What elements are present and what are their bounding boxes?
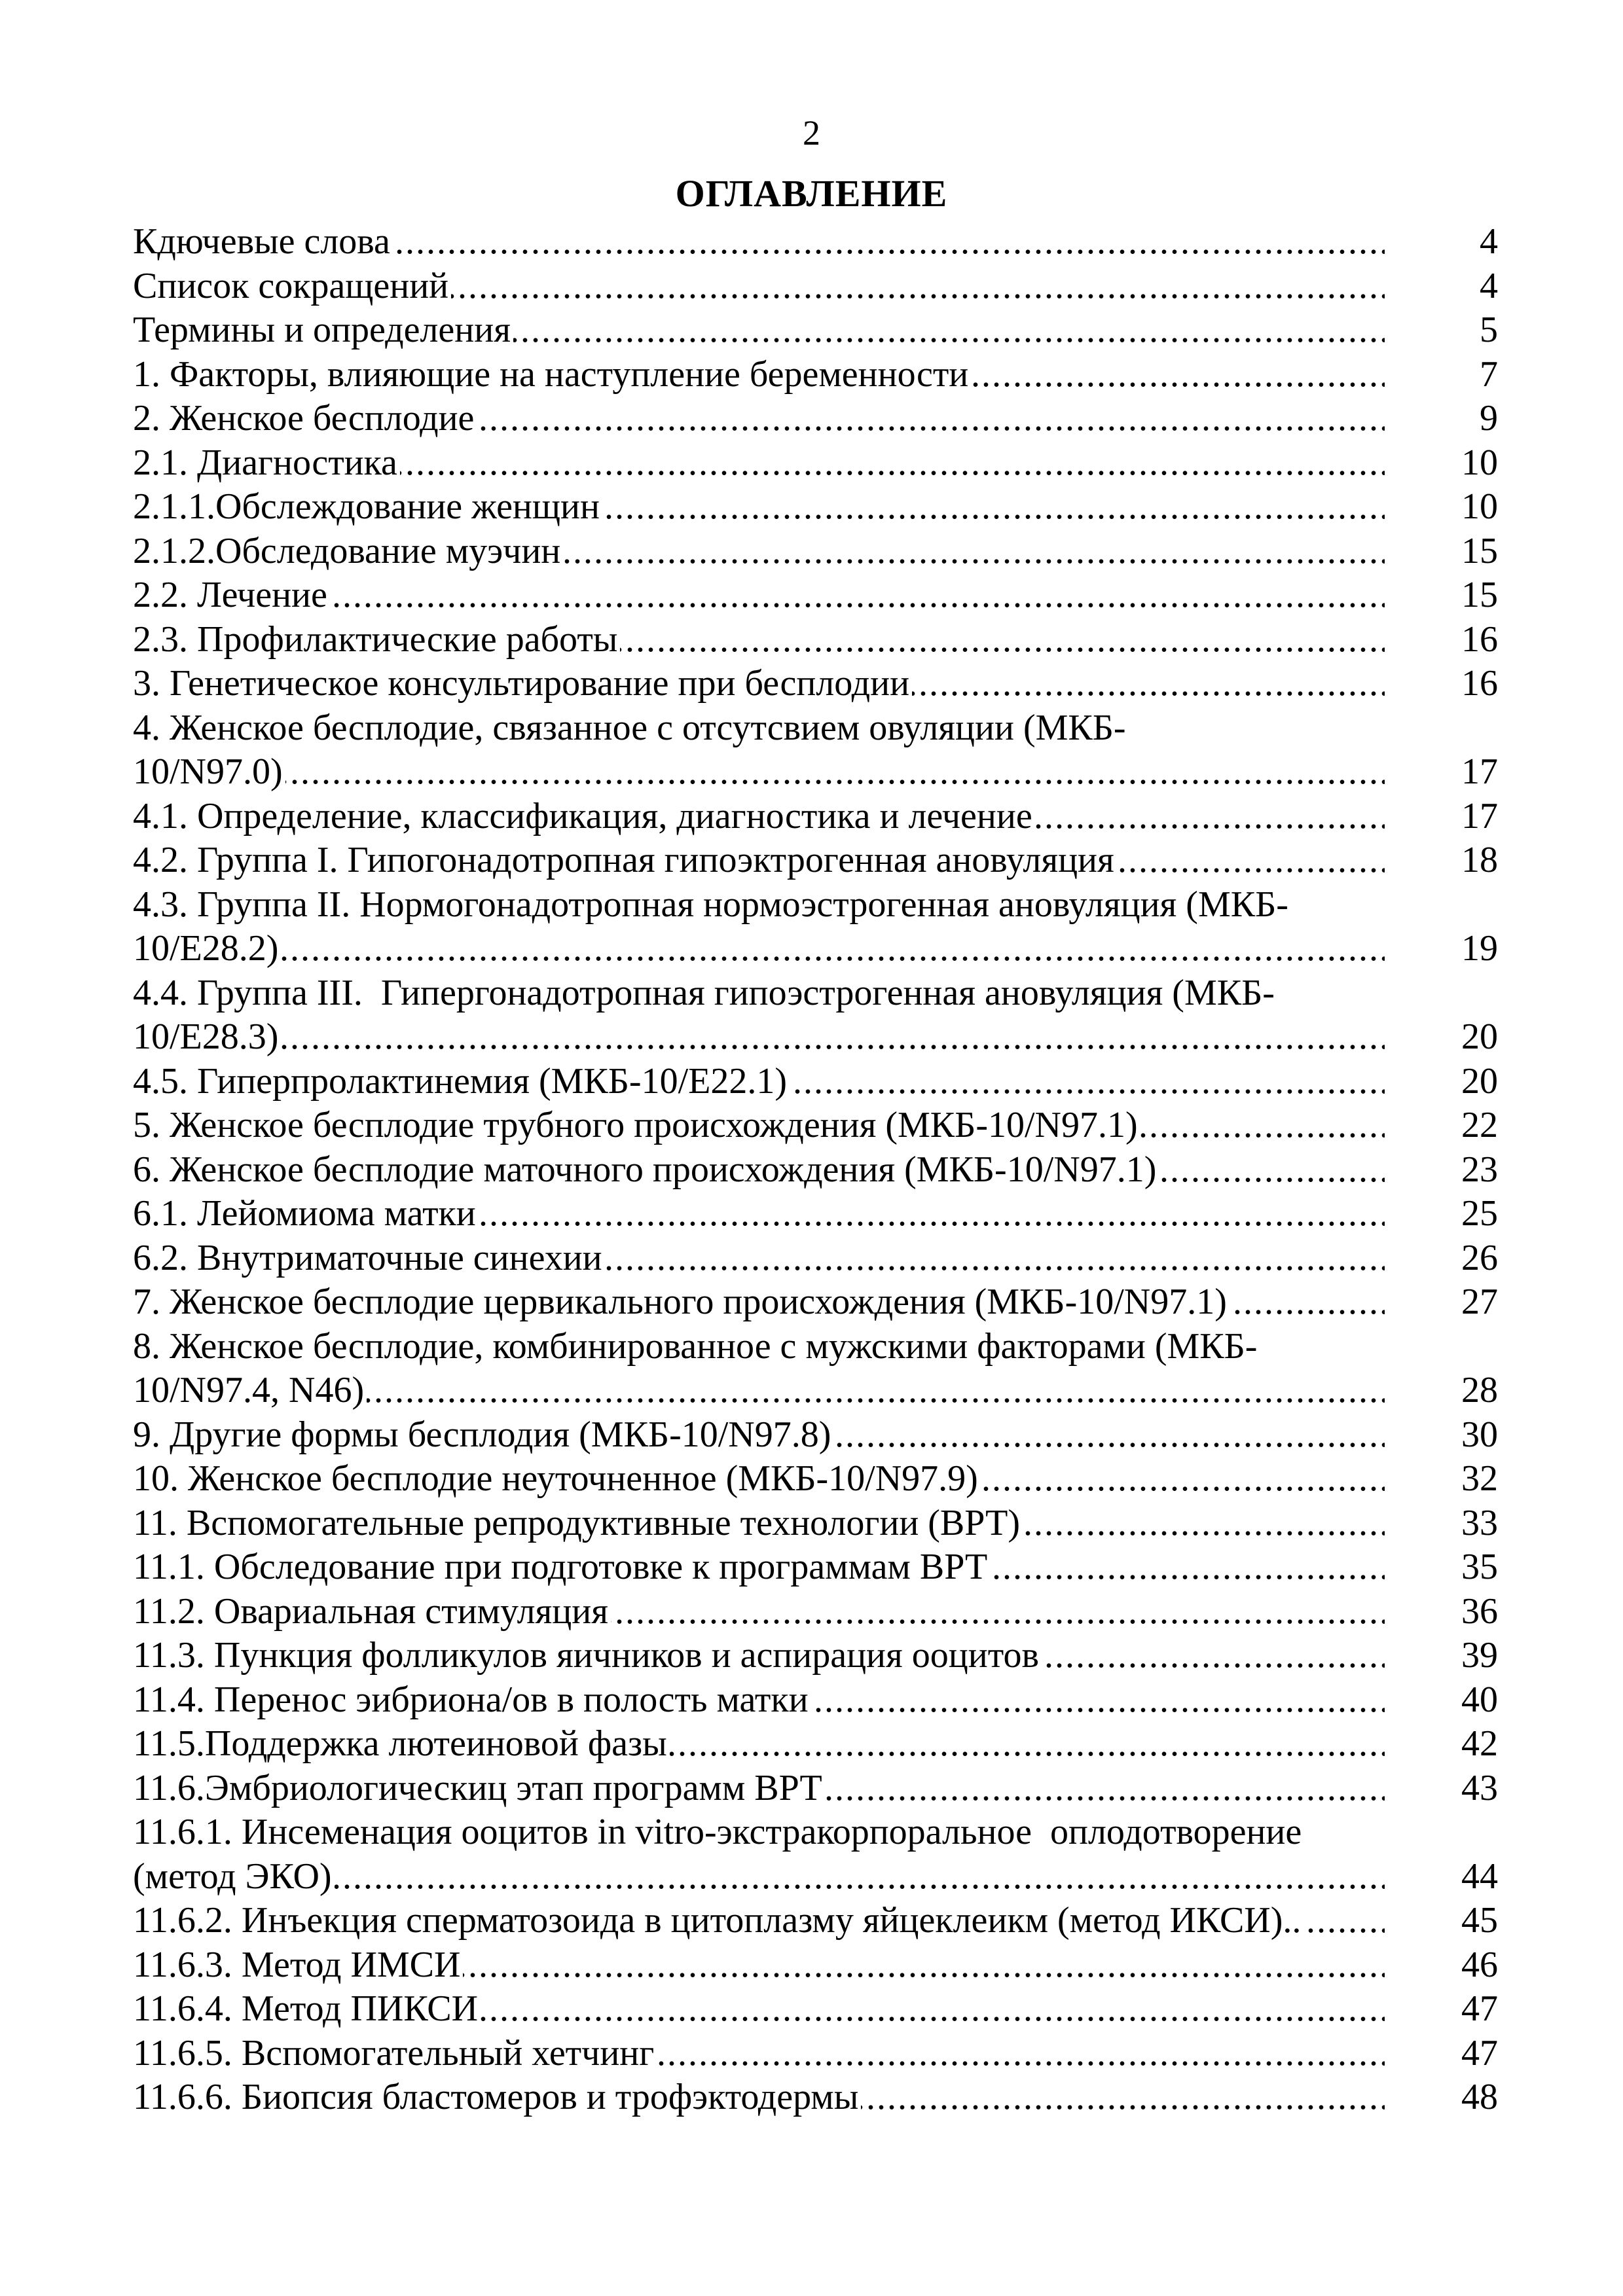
toc-entry-title bbox=[133, 1192, 1385, 1236]
toc-entry-page: 26 bbox=[1461, 1237, 1498, 1278]
toc-entry-label: 4.2. Группа I. Гипогонадотропная гипоэктрогенная ановуляция bbox=[133, 840, 1117, 880]
toc-entry[interactable] bbox=[133, 1501, 1498, 1546]
toc-entry-label: 11.2. Овариальная стимуляция bbox=[133, 1591, 611, 1632]
toc-entry[interactable] bbox=[133, 1457, 1498, 1501]
toc-entry-label: 4.5. Гиперпролактинемия (МКБ-10/E22.1) bbox=[133, 1061, 790, 1102]
toc-entry-label: 10. Женское бесплодие неуточненное (МКБ-10/N97.9) bbox=[133, 1458, 981, 1499]
toc-entry-label: 4. Женское бесплодие, связанное с отсутсвием овуляции (МКБ- 10/N97.0) bbox=[133, 707, 1126, 792]
toc-entry[interactable] bbox=[133, 1325, 1498, 1413]
toc-entry-page: 16 bbox=[1461, 619, 1498, 660]
toc-entry-title bbox=[133, 838, 1385, 883]
toc-entry-page: 27 bbox=[1461, 1282, 1498, 1322]
toc-entry-title bbox=[133, 1103, 1385, 1148]
toc-entry-label: 11.3. Пункция фолликулов яичников и аспирация ооцитов bbox=[133, 1635, 1042, 1676]
toc-entry-page: 15 bbox=[1461, 530, 1498, 571]
toc-entry-page: 46 bbox=[1461, 1944, 1498, 1985]
toc-entry-page: 23 bbox=[1461, 1149, 1498, 1190]
toc-entry[interactable] bbox=[133, 1678, 1498, 1723]
toc-entry-label: 6.2. Внутриматочные синехии bbox=[133, 1238, 605, 1278]
toc-entry-label: 2.1.1.Обслеждование женщин bbox=[133, 486, 602, 527]
toc-entry[interactable] bbox=[133, 529, 1498, 574]
toc-entry[interactable] bbox=[133, 308, 1498, 353]
toc-entry[interactable] bbox=[133, 2032, 1498, 2076]
toc-entry[interactable] bbox=[133, 618, 1498, 662]
toc-entry-page: 32 bbox=[1461, 1458, 1498, 1499]
toc-entry-label: Кдючевые слова bbox=[133, 221, 393, 262]
toc-entry[interactable] bbox=[133, 1103, 1498, 1148]
toc-entry-page: 35 bbox=[1461, 1547, 1498, 1587]
toc-entry[interactable] bbox=[133, 662, 1498, 706]
toc-entry-page: 48 bbox=[1461, 2077, 1498, 2117]
toc-entry[interactable] bbox=[133, 2075, 1498, 2120]
toc-entry-page: 22 bbox=[1461, 1105, 1498, 1145]
toc-entry-title bbox=[133, 1943, 1385, 1988]
toc-entry-page: 4 bbox=[1480, 265, 1498, 306]
toc-entry-page: 4 bbox=[1480, 221, 1498, 262]
toc-entry-title bbox=[133, 795, 1385, 839]
toc-entry-title bbox=[133, 1590, 1385, 1634]
toc-entry-label: 2.1. Диагностика bbox=[133, 442, 400, 483]
page-number: 2 bbox=[803, 113, 820, 152]
toc-entry[interactable] bbox=[133, 1148, 1498, 1193]
toc-entry[interactable] bbox=[133, 1943, 1498, 1988]
toc-entry-page: 39 bbox=[1461, 1635, 1498, 1676]
toc-entry[interactable] bbox=[133, 220, 1498, 264]
toc-entry-title bbox=[133, 1060, 1385, 1104]
toc-entry-title bbox=[133, 485, 1385, 529]
toc-entry-title bbox=[133, 618, 1385, 662]
toc-entry[interactable] bbox=[133, 1280, 1498, 1325]
toc-entry-title bbox=[133, 529, 1385, 574]
toc-entry[interactable] bbox=[133, 1767, 1498, 1811]
toc-entry[interactable] bbox=[133, 838, 1498, 883]
toc-entry-page: 10 bbox=[1461, 442, 1498, 483]
toc-entry-label: 6. Женское бесплодие маточного происхождения (МКБ-10/N97.1) bbox=[133, 1149, 1159, 1190]
toc-entry[interactable] bbox=[133, 971, 1498, 1060]
toc-entry-label: 11.6.1. Инсеменация ооцитов in vitro-экстракорпоральное оплодотворение (метод ЭКО) bbox=[133, 1812, 1302, 1897]
toc-entry-page: 33 bbox=[1461, 1502, 1498, 1543]
toc-entry-page: 25 bbox=[1461, 1193, 1498, 1234]
toc-entry[interactable] bbox=[133, 1987, 1498, 2032]
toc-entry-title bbox=[133, 1899, 1385, 1943]
toc-entry-label: 11.1. Обследование при подготовке к программам ВРТ bbox=[133, 1547, 990, 1587]
toc-entry[interactable] bbox=[133, 264, 1498, 309]
toc-entry-title bbox=[133, 1501, 1385, 1546]
toc-entry-page: 30 bbox=[1461, 1414, 1498, 1455]
toc-entry-label: 11.6.5. Вспомогательный хетчинг bbox=[133, 2033, 657, 2073]
toc-entry-label: 8. Женское бесплодие, комбинированное с мужскими факторами (МКБ- 10/N97.4, N46) bbox=[133, 1325, 1258, 1410]
toc-entry-title bbox=[133, 1634, 1385, 1678]
toc-entry[interactable] bbox=[133, 706, 1498, 795]
toc-entry-title bbox=[133, 662, 1385, 706]
toc-entry-title bbox=[133, 2032, 1385, 2076]
toc-entry-title bbox=[133, 971, 1385, 1060]
toc-entry-label: 5. Женское бесплодие трубного происхождения (МКБ-10/N97.1) bbox=[133, 1105, 1140, 1145]
toc-entry-title bbox=[133, 883, 1385, 971]
toc-entry-title bbox=[133, 1413, 1385, 1458]
toc-entry-page: 7 bbox=[1480, 353, 1498, 395]
toc-entry-title bbox=[133, 220, 1385, 264]
toc-entry-page: 9 bbox=[1480, 398, 1498, 439]
toc-entry-label: 11.6.6. Биопсия бластомеров и трофэктодермы bbox=[133, 2077, 861, 2117]
toc-entry-label: 11. Вспомогательные репродуктивные технологии (ВРТ) bbox=[133, 1503, 1023, 1543]
toc-entry[interactable] bbox=[133, 1810, 1498, 1899]
toc-entry[interactable] bbox=[133, 1545, 1498, 1590]
toc-entry[interactable] bbox=[133, 1413, 1498, 1458]
toc-entry-title bbox=[133, 397, 1385, 441]
toc-entry-label: 11.6.2. Инъекция сперматозоида в цитоплазму яйцеклеикм (метод ИКСИ).. bbox=[133, 1900, 1304, 1941]
toc-entry[interactable] bbox=[133, 485, 1498, 529]
toc-entry[interactable] bbox=[133, 573, 1498, 618]
toc-entry-title bbox=[133, 308, 1385, 353]
toc-entry-label: 4.4. Группа III. Гипергонадотропная гипоэстрогенная ановуляция (МКБ- 10/E28.3) bbox=[133, 972, 1275, 1057]
toc-entry-page: 16 bbox=[1461, 663, 1498, 704]
toc-entry-label: 2.1.2.Обследование муэчин bbox=[133, 531, 563, 571]
toc-entry-page: 17 bbox=[1461, 751, 1498, 792]
toc-entry-label: 9. Другие формы бесплодия (МКБ-10/N97.8) bbox=[133, 1414, 833, 1455]
toc-entry-page: 42 bbox=[1461, 1723, 1498, 1764]
toc-entry-page: 15 bbox=[1461, 575, 1498, 615]
toc-entry[interactable] bbox=[133, 1722, 1498, 1767]
toc-entry-label: 2. Женское бесплодие bbox=[133, 398, 477, 439]
toc-entry-title bbox=[133, 441, 1385, 486]
toc-entry-page: 47 bbox=[1461, 1988, 1498, 2029]
toc-entry-label: Список сокращений bbox=[133, 266, 451, 306]
toc-entry-title bbox=[133, 706, 1385, 795]
toc-entry-label: 7. Женское бесплодие цервикального происхождения (МКБ-10/N97.1) bbox=[133, 1282, 1230, 1322]
toc-entry-title bbox=[133, 1678, 1385, 1723]
toc-entry-label: 6.1. Лейомиома матки bbox=[133, 1193, 479, 1234]
toc-entry-page: 36 bbox=[1461, 1590, 1498, 1632]
toc-entry-title bbox=[133, 1810, 1385, 1899]
toc-entry-page: 18 bbox=[1461, 840, 1498, 880]
toc-entry-page: 47 bbox=[1461, 2032, 1498, 2073]
toc-entry-label: 11.5.Поддержка лютеиновой фазы bbox=[133, 1723, 670, 1764]
toc-entry-title bbox=[133, 1545, 1385, 1590]
toc-entry-title bbox=[133, 573, 1385, 618]
toc-entry[interactable] bbox=[133, 1590, 1498, 1634]
toc-entry[interactable] bbox=[133, 883, 1498, 971]
toc-entry-title bbox=[133, 1767, 1385, 1811]
toc-entry-page: 19 bbox=[1461, 928, 1498, 969]
toc-entry-title bbox=[133, 1148, 1385, 1193]
toc-entry-label: 2.3. Профилактические работы bbox=[133, 619, 620, 660]
toc-entry-label: Термины и определения bbox=[133, 310, 513, 350]
toc-entry[interactable] bbox=[133, 1899, 1498, 1943]
toc-entry-page: 43 bbox=[1461, 1767, 1498, 1808]
toc-entry-title bbox=[133, 1722, 1385, 1767]
toc-entry-page: 28 bbox=[1461, 1370, 1498, 1410]
toc-entry-label: 1. Факторы, влияющие на наступление беременности bbox=[133, 354, 971, 395]
toc-entry-label: 11.6.4. Метод ПИКСИ bbox=[133, 1988, 481, 2029]
toc-entry-label: 4.1. Определение, классификация, диагностика и лечение bbox=[133, 796, 1035, 836]
toc-title: ОГЛАВЛЕНИЕ bbox=[675, 172, 948, 215]
toc-entry[interactable] bbox=[133, 397, 1498, 441]
toc-entry-title bbox=[133, 1987, 1385, 2032]
toc-entry-label: 3. Генетическое консультирование при бесплодии bbox=[133, 663, 912, 704]
toc-entry-title bbox=[133, 1280, 1385, 1325]
toc-entry-page: 10 bbox=[1461, 486, 1498, 527]
toc-entry-page: 5 bbox=[1480, 310, 1498, 350]
toc-entry-page: 17 bbox=[1461, 795, 1498, 836]
toc-entry[interactable] bbox=[133, 441, 1498, 486]
toc-entry[interactable] bbox=[133, 1192, 1498, 1236]
toc-entry-title bbox=[133, 1457, 1385, 1501]
toc-entry-title bbox=[133, 2075, 1385, 2120]
toc-entry[interactable] bbox=[133, 795, 1498, 839]
toc-entry-page: 20 bbox=[1461, 1016, 1498, 1057]
toc-entry[interactable] bbox=[133, 353, 1498, 397]
table-of-contents bbox=[133, 220, 1498, 2120]
toc-entry-title bbox=[133, 353, 1385, 397]
toc-entry-page: 20 bbox=[1461, 1060, 1498, 1102]
toc-entry[interactable] bbox=[133, 1236, 1498, 1281]
toc-entry-title bbox=[133, 1325, 1385, 1413]
toc-entry[interactable] bbox=[133, 1060, 1498, 1104]
toc-entry[interactable] bbox=[133, 1634, 1498, 1678]
toc-entry-label: 11.4. Перенос эибриона/ов в полость матки bbox=[133, 1679, 811, 1720]
toc-entry-title bbox=[133, 1236, 1385, 1281]
toc-entry-label: 11.6.Эмбриологическиц этап программ ВРТ bbox=[133, 1768, 825, 1808]
toc-entry-title bbox=[133, 264, 1385, 309]
toc-entry-label: 4.3. Группа II. Нормогонадотропная нормоэстрогенная ановуляция (МКБ- 10/E28.2) bbox=[133, 884, 1288, 969]
toc-entry-label: 2.2. Лечение bbox=[133, 575, 330, 615]
toc-entry-label: 11.6.3. Метод ИМСИ bbox=[133, 1945, 463, 1985]
toc-entry-page: 40 bbox=[1461, 1679, 1498, 1720]
toc-entry-page: 45 bbox=[1461, 1900, 1498, 1941]
toc-entry-page: 44 bbox=[1461, 1856, 1498, 1897]
